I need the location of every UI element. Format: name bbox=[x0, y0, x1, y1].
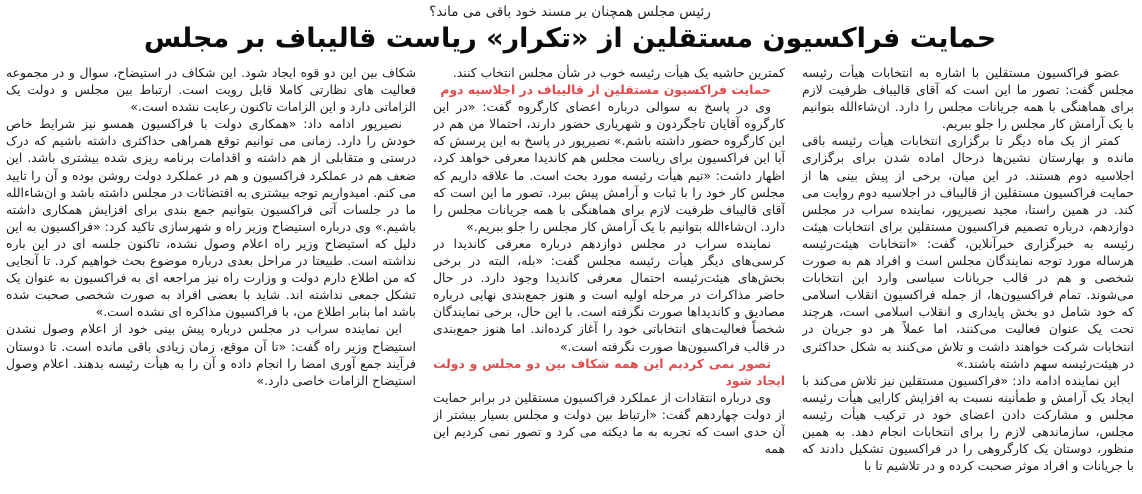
paragraph: نصیرپور ادامه داد: «همکاری دولت با فراکسیون همسو نیز شرایط خاص خودش را دارد. زمانی می توانیم توقع همراهی حداکثری داشته باشیم که درک درستی و متقابلی از هم داشته و اقدامات برنامه ریزی شده بیشتری باشد. این ضعف هم در عملکرد فراکسیون و هم در عملکرد دولت روشن بوده و آن را تایید می کنم. امیدواریم توجه بیشتری به اقتضائات در مجلس داشته باشد و ان‌شاءالله ما در جلسات آتی فراکسیون بتوانیم جمع بندی برای افزایش همکاری داشته باشیم.» وی درباره استیضاح وزیر راه و شهرسازی تاکید کرد: «فراکسیون به این دلیل که استیضاح وزیر راه اعلام وصول نشده، تاکنون جلسه ای در این باره نداشته است. طبیعتا در مراحل بعدی درباره موضوع بحث خواهیم کرد. تا آنجایی که من اطلاع دارم دولت و وزارت راه نیز مراجعه ای به فراکسیون به عنوان یک تشکل جمعی نداشته اند. شاید با بعضی افراد به صورت شخصی صحبت شده باشد اما بنابر اطلاع من، با فراکسیون مذاکره ای نشده است.» bbox=[6, 116, 416, 320]
paragraph: وی درباره انتقادات از عملکرد فراکسیون مستقلین در برابر حمایت از دولت چهاردهم گفت: «ارتباط بین دولت و مجلس بسیار بیشتر از آن حدی است که تجربه به ما دیکته می کرد و تصور نمی کردیم این همه bbox=[433, 389, 785, 457]
paragraph: کمتر از یک ماه دیگر تا برگزاری انتخابات هیأت رئیسه باقی مانده و بهارستان نشین‌ها درحال اماده شدن برای برگزاری اجلاسیه دوم هستند. در این میان، برخی از پیش بینی ها از حمایت فراکسیون مستقلین از قالیباف در اجلاسیه دوم روایت می کند. در همین راستا، مجید نصیرپور، نماینده سراب در مجلس دوازدهم، درباره تصمیم فراکسیون مستقلین برای انتخابات هیئت رئیسه به خبرگزاری خبرآنلاین، گفت: «انتخابات هیئت‌رئیسه هرساله مورد توجه نمایندگان مجلس است و افراد هم به صورت شخصی و هم در قالب جریانات سیاسی وارد این انتخابات می‌شوند. تمام فراکسیون‌ها، از جمله فراکسیون انقلاب اسلامی که خود شامل دو بخش پایداری و انقلاب اسلامی است، هرچند تحت یک عنوان فعالیت می‌کنند، اما عملاً هر دو جریان در انتخابات شرکت خواهند داشت و تلاش می‌کنند به شکل حداکثری در هیئت‌رئیسه سهم داشته باشند.» bbox=[802, 133, 1134, 371]
paragraph-continuation: کمترین حاشیه یک هیأت رئیسه خوب در شأن مجلس انتخاب کنند. bbox=[452, 65, 785, 80]
paragraph: نماینده سراب در مجلس دوازدهم درباره معرفی کاندیدا در کرسی‌های دیگر هیأت رئیسه مجلس گفت: «بله، البته در برخی بخش‌های هیئت‌رئیسه احتمال معرفی کاندیدا وجود دارد. در حال حاضر مذاکرات در مرحله اولیه است و هنوز جمع‌بندی نهایی درباره مصادیق و کاندیداها صورت نگرفته است. با این حال، برخی نمایندگان شخصاً فعالیت‌های انتخاباتی خود را آغاز کرده‌اند. اما هنوز جمع‌بندی در قالب فراکسیون‌ها صورت نگرفته است.» bbox=[433, 235, 785, 354]
paragraph: عضو فراکسیون مستقلین با اشاره به انتخابات هیأت رئیسه مجلس گفت: تصور ما این است که آقای قالیباف ظرفیت لازم برای هماهنگی با همه جریانات مجلس را دارد. ان‌شاءالله بتوانیم با یک آرامش کار مجلس را جلو ببریم. bbox=[802, 65, 1134, 132]
kicker: رئیس مجلس همچنان بر مسند خود باقی می ماند؟ bbox=[429, 4, 711, 20]
column-middle bbox=[433, 64, 785, 494]
article-header bbox=[4, 2, 1136, 55]
paragraph: وی در پاسخ به سوالی درباره اعضای کارگروه گفت: «در این کارگروه آقایان تاجگردون و شهریاری حضور دارند، احتمالا من هم در این کارگروه حضور داشته باشم.» نصیرپور در پاسخ به این پرسش که آیا این فراکسیون برای ریاست مجلس هم کاندیدا معرفی خواهد کرد، اظهار داشت: «تیم هیأت رئیسه مورد بحث است. ما علاقه داریم که مجلس کار خود را با ثبات و آرامش پیش ببرد. تصور ما این است که آقای قالیباف ظرفیت لازم برای هماهنگی با همه جریانات مجلس را دارد. ان‌شاءالله بتوانیم با یک آرامش کار مجلس را جلو ببریم.» bbox=[433, 99, 785, 234]
headline: حمایت فراکسیون مستقلین از «تکرار» ریاست قالیباف بر مجلس bbox=[143, 23, 997, 54]
column-right bbox=[802, 64, 1134, 494]
paragraph: این نماینده سراب در مجلس درباره پیش بینی خود از اعلام وصول نشدن استیضاح وزیر راه گفت: «تا آن موقع، زمان زیادی باقی مانده است. تا دوستان فرآیند جمع آوری امضا را انجام داده و آن را به هیأت رئیسه بدهند. اعلام وصول استیضاح الزامات خاصی دارد.» bbox=[6, 321, 416, 388]
article-columns bbox=[4, 64, 1136, 494]
paragraph-continuation: شکاف بین این دو قوه ایجاد شود. این شکاف در استیضاح، سوال و در مجموعه فعالیت های نظارتی کاملا قابل رویت است. ارتباط بین مجلس و دولت یک الزاماتی دارد و این الزامات تاکنون رعایت نشده است.» bbox=[6, 65, 416, 115]
subhead-red: تصور نمی کردیم این همه شکاف بین دو مجلس و دولت ایجاد شود bbox=[433, 355, 785, 388]
column-left bbox=[6, 64, 416, 494]
subhead-red: حمایت فراکسیون مستقلین از قالیباف در اجلاسیه دوم bbox=[440, 82, 771, 98]
paragraph: این نماینده ادامه داد: «فراکسیون مستقلین نیز تلاش می‌کند با ایجاد یک آرامش و طمأنینه نسبت به افزایش کارایی هیأت رئیسه مجلس و مشارکت دادن اعضای خود در ترکیب هیأت رئیسه مجلس، سازماندهی لازم را برای انتخابات انجام دهد. به همین منظور، دوستان یک کارگروهی را در فراکسیون تشکیل دادند که با جریانات و افراد موثر صحبت کرده و در تلاشیم تا با bbox=[802, 372, 1134, 474]
